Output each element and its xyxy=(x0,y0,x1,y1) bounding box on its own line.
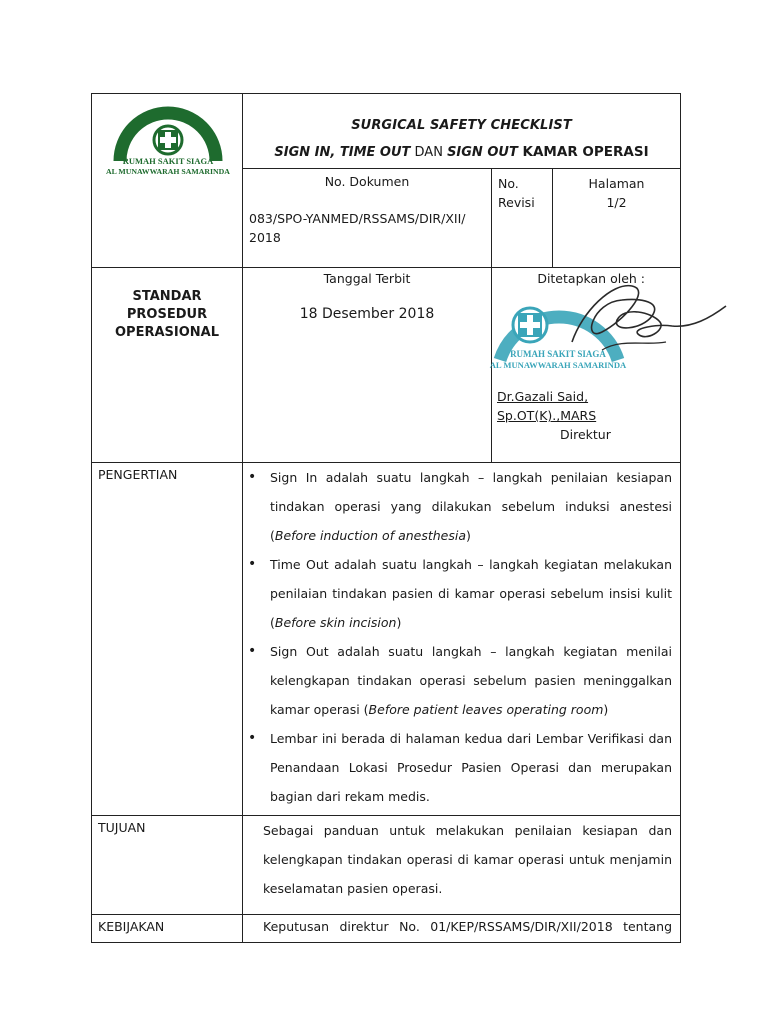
sop-table xyxy=(91,93,681,943)
no-revisi-label: No. Revisi xyxy=(498,176,535,210)
signature xyxy=(542,272,728,382)
document-title-line1: SURGICAL SAFETY CHECKLIST xyxy=(351,118,572,133)
document-title-line2: SIGN IN, TIME OUT DAN SIGN OUT KAMAR OPERASI xyxy=(274,144,649,160)
sop-label-cell xyxy=(92,268,243,463)
pengertian-content xyxy=(243,463,681,816)
no-dokumen-value: 083/SPO-YANMED/RSSAMS/DIR/XII/ 2018 xyxy=(249,211,466,245)
pengertian-item-sign-in: • Sign In adalah suatu langkah – langkah penilaian kesiapan tindakan operasi yang dilakukan sebelum induksi anestesi (Before induction of anesthesia) xyxy=(269,463,672,550)
kebijakan-label: KEBIJAKAN xyxy=(92,915,243,943)
title-cell xyxy=(243,94,681,169)
no-revisi-cell xyxy=(492,169,553,268)
no-dokumen-cell xyxy=(243,169,492,268)
halaman-value: 1/2 xyxy=(606,195,627,210)
stamp-text-line2: AL MUNAWWARAH SAMARINDA xyxy=(489,360,627,370)
no-dokumen-label: No. Dokumen xyxy=(324,174,410,189)
stamp-text-line1: RUMAH SAKIT SIAGA xyxy=(510,349,606,359)
signer-title: Direktur xyxy=(560,427,611,442)
signer-name-line2: Sp.OT(K).,MARS xyxy=(497,408,597,423)
logo-text-line1: RUMAH SAKIT SIAGA xyxy=(122,155,214,166)
pengertian-item-sign-out: • Sign Out adalah suatu langkah – langkah kegiatan menilai kelengkapan tindakan operasi sebelum pasien meninggalkan kamar operasi (Before patient leaves operating room) xyxy=(269,637,672,724)
pengertian-item-time-out: • Time Out adalah suatu langkah – langkah kegiatan melakukan penilaian tindakan pasien di kamar operasi sebelum insisi kulit (Before skin incision) xyxy=(269,550,672,637)
tanggal-terbit-cell xyxy=(243,268,492,463)
tujuan-text: Sebagai panduan untuk melakukan penilaian kesiapan dan kelengkapan tindakan operasi di kamar operasi untuk menjamin keselamatan pasien operasi. xyxy=(263,823,673,896)
logo-cell xyxy=(92,94,243,268)
halaman-label: Halaman xyxy=(588,176,645,191)
tujuan-label: TUJUAN xyxy=(92,816,243,915)
hospital-logo xyxy=(92,95,243,267)
kebijakan-content xyxy=(243,915,681,943)
sop-label: STANDAR PROSEDUR OPERASIONAL xyxy=(114,289,219,340)
tanggal-terbit-value: 18 Desember 2018 xyxy=(299,306,435,322)
ditetapkan-label: Ditetapkan oleh : xyxy=(537,271,645,286)
logo-text-line2: AL MUNAWWARAH SAMARINDA xyxy=(106,166,230,176)
pengertian-item-lembar: • Lembar ini berada di halaman kedua dari Lembar Verifikasi dan Penandaan Lokasi Prosedur Pasien Operasi dan merupakan bagian dari rekam medis. xyxy=(269,724,672,811)
halaman-cell xyxy=(553,169,681,268)
tujuan-content xyxy=(243,816,681,915)
ditetapkan-cell xyxy=(489,268,681,463)
pengertian-label: PENGERTIAN xyxy=(92,463,243,816)
signer-name-line1: Dr.Gazali Said, xyxy=(497,389,589,404)
kebijakan-text: Keputusan direktur No. 01/KEP/RSSAMS/DIR/XII/2018 tentang xyxy=(263,919,673,934)
tanggal-terbit-label: Tanggal Terbit xyxy=(323,271,411,286)
